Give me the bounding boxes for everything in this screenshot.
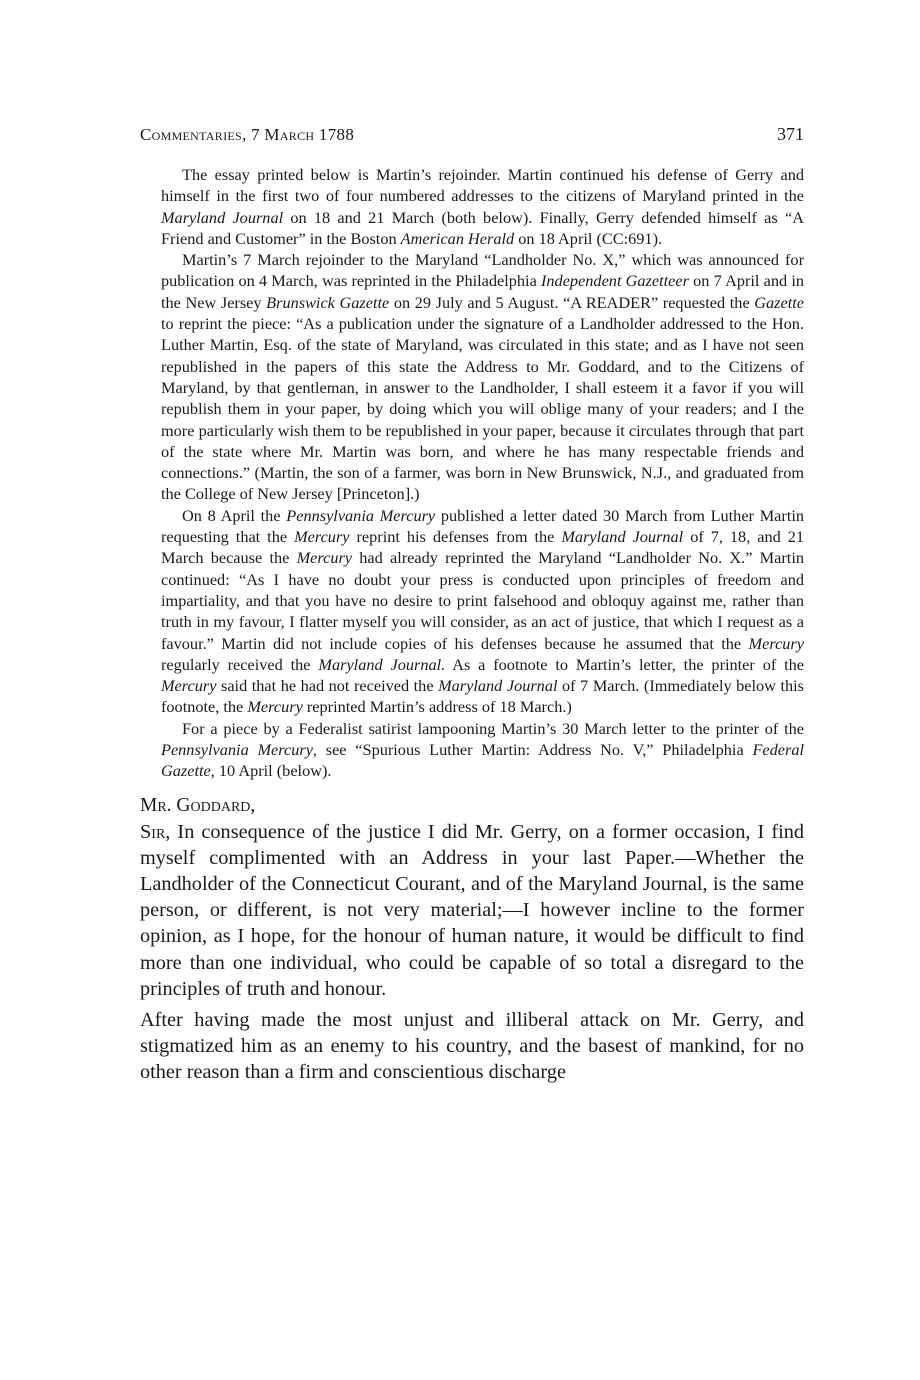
headnote-paragraph-3: On 8 April the Pennsylvania Mercury published a letter dated 30 March from Luther Martin requesting that the Mercury reprint his defenses from the Maryland Journal of 7, 18, and 21 March because the Mercury had already reprinted the Maryland “Landholder No. X.” Martin continued: “As I have no doubt your press is conducted upon principles of freedom and impartiality, and that you have no desire to print falsehood and obloquy against me, rather than truth in my favour, I flatter myself you will consider, as an act of justice, that which I request as a favour.” Martin did not include copies of his defenses because he assumed that the Mercury regularly received the Maryland Journal. As a footnote to Martin’s letter, the printer of the Mercury said that he had not received the Maryland Journal of 7 March. (Immediately below this footnote, the Mercury reprinted Martin’s address of 18 March.): [161, 505, 805, 717]
letter-paragraph-1: Sir, In consequence of the justice I did Mr. Gerry, on a former occasion, I find myself complimented with an Address in your last Paper.—Whether the Landholder of the Connecticut Courant, and of the Maryland Journal, is the same person, or different, is not very material;—I however incline to the former opinion, as I hope, for the honour of human nature, it would be difficult to find more than one individual, who could be capable of so total a disregard to the principles of truth and honour.: [140, 820, 804, 1000]
headnote-paragraph-4: For a piece by a Federalist satirist lampooning Martin’s 30 March letter to the printer of the Pennsylvania Mercury, see “Spurious Luther Martin: Address No. V,” Philadelphia Federal Gazette, 10 April (below).: [161, 718, 804, 781]
page-number: 371: [777, 124, 804, 144]
letter-body: [140, 819, 804, 1086]
running-title: Commentaries, 7 March 1788: [140, 125, 355, 144]
running-head: [140, 124, 804, 164]
letter-salutation: Mr. Goddard,: [140, 794, 256, 816]
headnote-paragraph-2: Martin’s 7 March rejoinder to the Maryland “Landholder No. X,” which was announced for publication on 4 March, was reprinted in the Philadelphia Independent Gazetteer on 7 April and in the New Jersey Brunswick Gazette on 29 July and 5 August. “A READER” requested the Gazette to reprint the piece: “As a publication under the signature of a Landholder addressed to the Hon. Luther Martin, Esq. of the state of Maryland, was circulated in this state; and as I have not seen republished in the papers of this state the Address to Mr. Goddard, and to the Citizens of Maryland, by that gentleman, in answer to the Landholder, I shall esteem it a favor if you will republish them in your paper, by doing which you will oblige many of your readers; and I the more particularly wish them to be republished in your paper, because it circulates through that part of the state where Mr. Martin was born, and where he has many respectable friends and connections.” (Martin, the son of a farmer, was born in New Brunswick, N.J., and graduated from the College of New Jersey [Princeton].): [161, 250, 805, 504]
headnote-paragraph-1: The essay printed below is Martin’s rejoinder. Martin continued his defense of Gerry and himself in the first two of four numbered addresses to the citizens of Maryland printed in the Maryland Journal on 18 and 21 March (both below). Finally, Gerry defended himself as “A Friend and Customer” in the Boston American Herald on 18 April (CC:691).: [161, 165, 804, 248]
letter-paragraph-2: After having made the most unjust and illiberal attack on Mr. Gerry, and stigmatized him as an enemy to his country, and the basest of mankind, for no other reason than a firm and conscientious discharge: [140, 1009, 804, 1084]
editorial-headnote: [140, 164, 804, 782]
document-page: [140, 124, 804, 1086]
